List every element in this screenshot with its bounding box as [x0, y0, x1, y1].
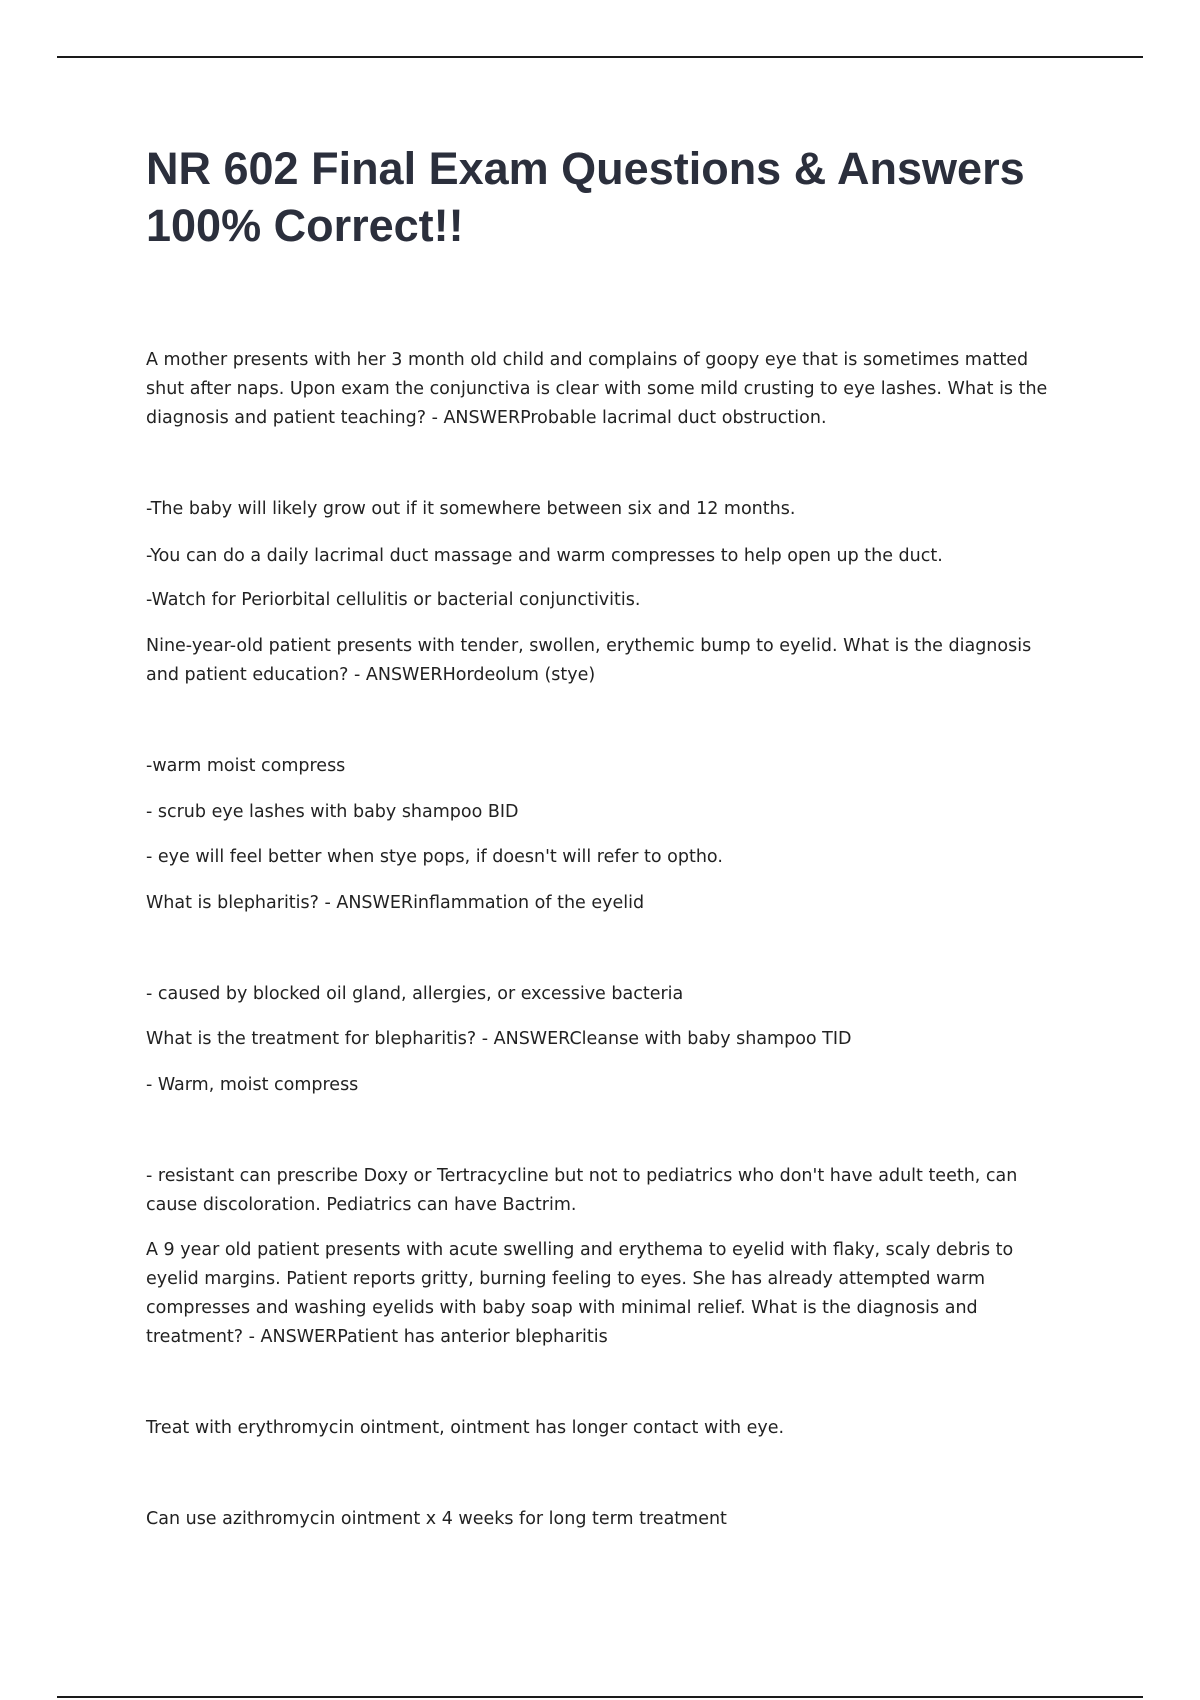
answer-point: -Watch for Periorbital cellulitis or bacterial conjunctivitis. [146, 590, 641, 610]
answer-point: -You can do a daily lacrimal duct massage and warm compresses to help open up the duct. [146, 546, 943, 566]
question-anterior-blepharitis: A 9 year old patient presents with acute swelling and erythema to eyelid with flaky, scaly debris to eyelid margins. Patient reports gritty, burning feeling to eyes. She has already attempted warm compresses and washing eyelids with baby soap with minimal relief. What is the diagnosis and treatment? - ANSWERPatient has anterior blepharitis [146, 1240, 1014, 1347]
answer-point: - resistant can prescribe Doxy or Tertracycline but not to pediatrics who don't have adult teeth, can cause discoloration. Pediatrics can have Bactrim. [146, 1166, 1018, 1215]
question-lacrimal-duct: A mother presents with her 3 month old child and complains of goopy eye that is sometimes matted shut after naps. Upon exam the conjunctiva is clear with some mild crusting to eye lashes. What is the diagnosis and patient teaching? - ANSWERProbable lacrimal duct obstruction. [146, 350, 1048, 428]
answer-point: -The baby will likely grow out if it somewhere between six and 12 months. [146, 499, 796, 519]
question-blepharitis: What is blepharitis? - ANSWERinflammation of the eyelid [146, 893, 645, 913]
answer-point: -warm moist compress [146, 756, 346, 776]
document-title: NR 602 Final Exam Questions & Answers 100% Correct!! [146, 143, 1025, 251]
top-divider [57, 56, 1143, 58]
answer-point: - caused by blocked oil gland, allergies, or excessive bacteria [146, 984, 684, 1004]
question-hordeolum: Nine-year-old patient presents with tender, swollen, erythemic bump to eyelid. What is the diagnosis and patient education? - ANSWERHordeolum (stye) [146, 636, 1032, 685]
answer-point: - scrub eye lashes with baby shampoo BID [146, 802, 519, 822]
answer-point: Can use azithromycin ointment x 4 weeks for long term treatment [146, 1509, 727, 1529]
question-blepharitis-treatment: What is the treatment for blepharitis? - ANSWERCleanse with baby shampoo TID [146, 1029, 852, 1049]
document-body [146, 346, 1066, 1534]
answer-point: Treat with erythromycin ointment, ointment has longer contact with eye. [146, 1418, 785, 1438]
answer-point: - Warm, moist compress [146, 1075, 359, 1095]
answer-point: - eye will feel better when stye pops, if doesn't will refer to optho. [146, 847, 723, 867]
bottom-divider [57, 1696, 1143, 1698]
